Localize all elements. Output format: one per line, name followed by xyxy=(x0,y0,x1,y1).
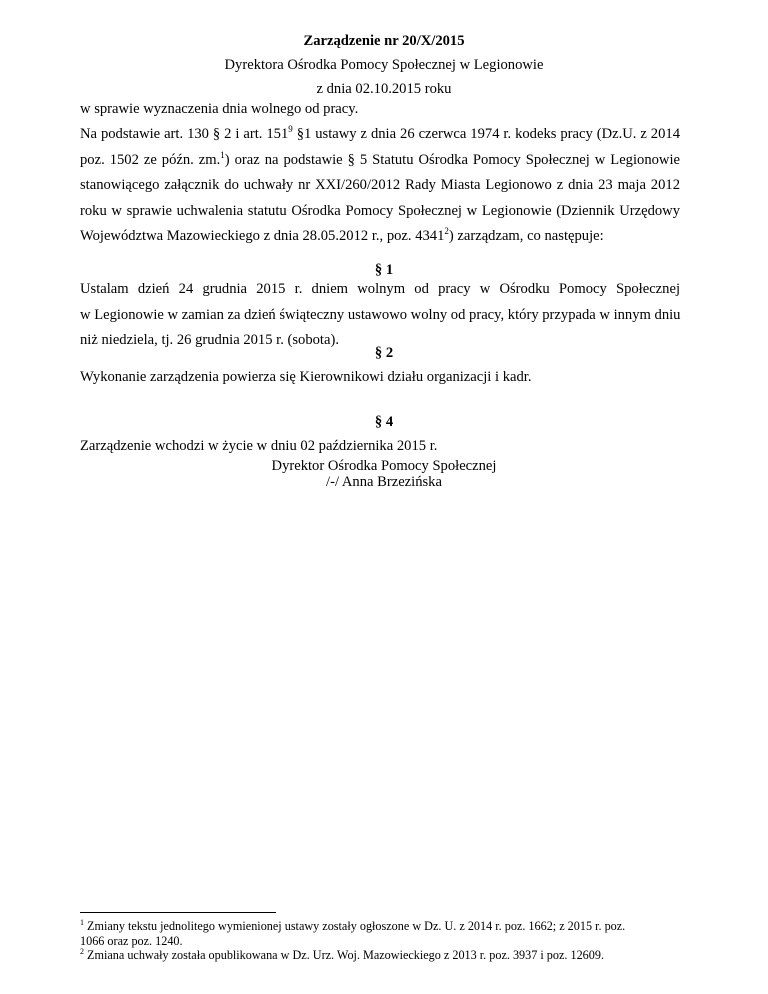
section-2-text: Wykonanie zarządzenia powierza się Kierownikowi działu organizacji i kadr. xyxy=(80,369,532,385)
text-span: §1 ustawy z dnia 26 czerwca 1974 r. kodeks pracy (Dz.U. z 2014 xyxy=(292,126,680,142)
legal-basis-line xyxy=(80,122,680,148)
footnote-number: 2 xyxy=(80,946,84,956)
section-1-text xyxy=(80,277,680,354)
footnote-number: 1 xyxy=(80,917,84,927)
section-4-heading: § 4 xyxy=(374,414,394,430)
document-subject: w sprawie wyznaczenia dnia wolnego od pracy. xyxy=(80,101,359,117)
footnote-1 xyxy=(80,919,690,934)
text-span: Województwa Mazowieckiego z dnia 28.05.2012 r., poz. 4341 xyxy=(80,228,445,244)
text-span: Na podstawie art. 130 § 2 i art. 151 xyxy=(80,126,289,142)
text-span: ) zarządzam, co następuje: xyxy=(448,228,604,244)
section-2-heading: § 2 xyxy=(374,345,394,361)
section-1-line: Ustalam dzień 24 grudnia 2015 r. dniem wolnym od pracy w Ośrodku Pomocy Społecznej xyxy=(80,281,680,297)
legal-basis-line xyxy=(80,224,680,250)
footnote-2 xyxy=(80,948,690,963)
footnote-ref-2: 2 xyxy=(444,226,449,237)
section-4-text: Zarządzenie wchodzi w życie w dniu 02 października 2015 r. xyxy=(80,438,438,454)
legal-basis-line: stanowiącego załącznik do uchwały nr XXI/260/2012 Rady Miasta Legionowo z dnia 23 maja 2012 xyxy=(80,177,680,193)
text-span: Zmiany tekstu jednolitego wymienionej ustawy zostały ogłoszone w Dz. U. z 2014 r. poz. 1662; z 2015 r. poz. xyxy=(84,919,626,933)
footnotes xyxy=(80,919,690,963)
section-1-heading: § 1 xyxy=(374,262,394,278)
superscript: 9 xyxy=(288,124,293,135)
document-issuer: Dyrektora Ośrodka Pomocy Społecznej w Legionowie xyxy=(224,57,544,73)
text-span: poz. 1502 ze późn. zm. xyxy=(80,151,221,168)
section-1-line: niż niedziela, tj. 26 grudnia 2015 r. (sobota). xyxy=(80,332,339,348)
footnote-1-continued: 1066 oraz poz. 1240. xyxy=(80,933,183,948)
signature-name: /-/ Anna Brzezińska xyxy=(326,474,442,490)
footnote-divider xyxy=(80,912,276,913)
document-title: Zarządzenie nr 20/X/2015 xyxy=(303,33,465,49)
section-1-line: w Legionowie w zamian za dzień świąteczny ustawowo wolny od pracy, który przypada w innym dniu xyxy=(80,306,681,323)
legal-basis-line: roku w sprawie uchwalenia statutu Ośrodka Pomocy Społecznej w Legionowie (Dziennik Urzędowy xyxy=(80,202,680,219)
signature-title: Dyrektor Ośrodka Pomocy Społecznej xyxy=(271,458,497,474)
text-span: ) oraz na podstawie § 5 Statutu Ośrodka Pomocy Społecznej w Legionowie xyxy=(224,151,680,168)
document-date: z dnia 02.10.2015 roku xyxy=(316,81,452,97)
legal-basis-paragraph xyxy=(80,122,680,250)
text-span: Zmiana uchwały została opublikowana w Dz. Urz. Woj. Mazowieckiego z 2013 r. poz. 3937 i poz. 12609. xyxy=(84,948,605,962)
legal-basis-line xyxy=(80,148,680,174)
footnote-ref-1: 1 xyxy=(220,149,225,160)
